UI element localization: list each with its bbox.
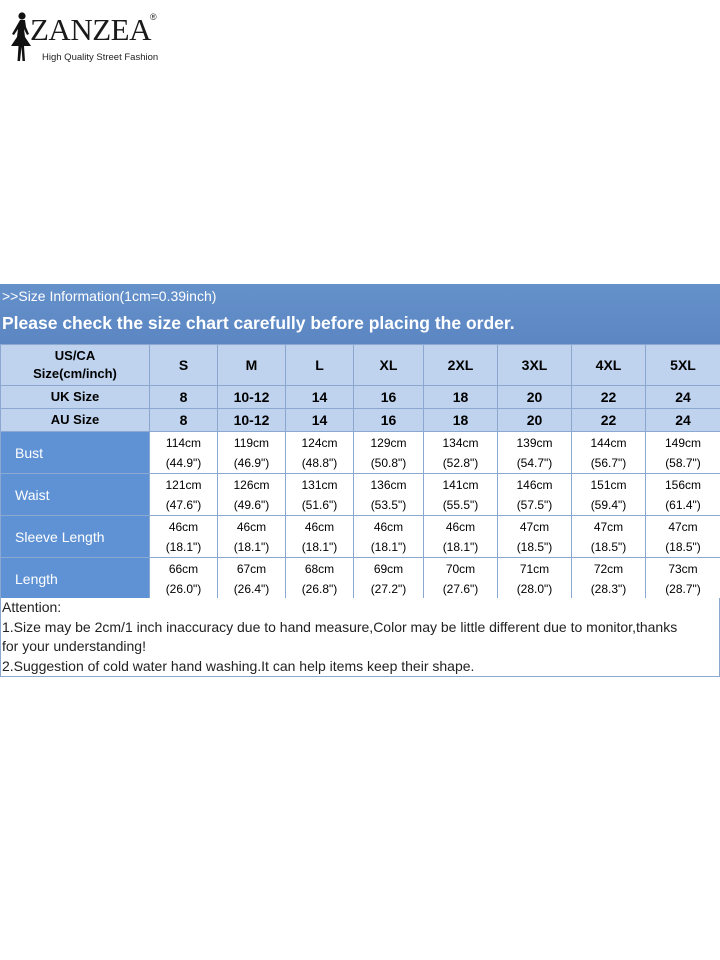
cm-value: 47cm <box>519 519 550 534</box>
cm-value: 131cm <box>301 477 338 492</box>
measurement-cell <box>498 558 572 600</box>
inch-value: (28.0") <box>516 581 553 596</box>
measurement-cell <box>286 558 354 600</box>
inch-value: (49.6") <box>233 497 270 512</box>
cm-value: 129cm <box>370 435 407 450</box>
us-size-cell: 3XL <box>498 345 572 386</box>
cm-value: 121cm <box>165 477 202 492</box>
measurement-cell <box>572 432 646 474</box>
measurement-cell <box>424 516 498 558</box>
uk-size-cell: 20 <box>498 386 572 409</box>
inch-value: (26.8") <box>301 581 338 596</box>
size-info-text: >>Size Information(1cm=0.39inch) <box>2 288 217 304</box>
cm-value: 47cm <box>668 519 698 534</box>
cm-value: 46cm <box>445 519 476 534</box>
uk-size-cell: 14 <box>286 386 354 409</box>
attention-note-1-cont: for your understanding! <box>2 638 146 654</box>
measurement-cell <box>354 558 424 600</box>
cm-value: 146cm <box>516 477 553 492</box>
measurement-cell <box>354 516 424 558</box>
inch-value: (54.7") <box>516 455 553 470</box>
uk-size-row <box>1 386 720 409</box>
inch-value: (26.0") <box>165 581 202 596</box>
us-size-cell: S <box>150 345 218 386</box>
measurement-cell <box>150 432 218 474</box>
cm-value: 47cm <box>593 519 624 534</box>
au-size-cell: 10-12 <box>218 409 286 432</box>
inch-value: (48.8") <box>301 455 338 470</box>
measurement-cell <box>150 558 218 600</box>
au-size-cell: 18 <box>424 409 498 432</box>
waist-row <box>1 474 720 516</box>
cm-value: 134cm <box>442 435 479 450</box>
inch-value: (18.1") <box>301 539 338 554</box>
length-row <box>1 558 720 600</box>
inch-value: (46.9") <box>233 455 270 470</box>
measurement-cell <box>498 474 572 516</box>
bust-label: Bust <box>1 432 150 474</box>
measurement-cell <box>646 516 720 558</box>
measurement-cell <box>424 558 498 600</box>
cm-value: 141cm <box>442 477 479 492</box>
inch-value: (18.1") <box>233 539 270 554</box>
cm-value: 46cm <box>373 519 404 534</box>
cm-value: 66cm <box>168 561 199 576</box>
inch-value: (55.5") <box>442 497 479 512</box>
measurement-cell <box>572 516 646 558</box>
cm-value: 46cm <box>236 519 267 534</box>
measurement-cell <box>572 474 646 516</box>
measurement-cell <box>286 516 354 558</box>
uk-size-label: UK Size <box>1 386 150 409</box>
measurement-cell <box>150 474 218 516</box>
us-size-cell: 2XL <box>424 345 498 386</box>
cm-value: 144cm <box>590 435 627 450</box>
brand-tagline: High Quality Street Fashion <box>42 52 159 63</box>
cm-value: 136cm <box>370 477 407 492</box>
cm-value: 149cm <box>664 435 702 450</box>
au-size-cell: 8 <box>150 409 218 432</box>
uk-size-cell: 16 <box>354 386 424 409</box>
inch-value: (18.1") <box>165 539 202 554</box>
brand-logo <box>8 10 158 62</box>
uk-size-cell: 8 <box>150 386 218 409</box>
inch-value: (27.2") <box>370 581 407 596</box>
cm-value: 72cm <box>593 561 624 576</box>
measurement-cell <box>646 558 720 600</box>
measurement-cell <box>354 474 424 516</box>
cm-value: 124cm <box>301 435 338 450</box>
inch-value: (51.6") <box>301 497 338 512</box>
cm-value: 114cm <box>165 435 202 450</box>
measurement-cell <box>286 432 354 474</box>
size-notice-text: Please check the size chart carefully before placing the order. <box>2 313 515 333</box>
uk-size-cell: 22 <box>572 386 646 409</box>
inch-value: (18.1") <box>442 539 479 554</box>
measurement-cell <box>218 516 286 558</box>
cm-value: 68cm <box>304 561 335 576</box>
inch-value: (27.6") <box>442 581 479 596</box>
cm-value: 73cm <box>668 561 698 576</box>
measurement-cell <box>646 474 720 516</box>
size-chart-header <box>0 284 720 344</box>
au-size-label: AU Size <box>1 409 150 432</box>
inch-value: (18.5") <box>590 539 627 554</box>
size-table <box>0 344 720 600</box>
measurement-cell <box>354 432 424 474</box>
inch-value: (28.7") <box>665 581 701 596</box>
measurement-cell <box>424 474 498 516</box>
brand-name: ZANZEA <box>30 12 151 47</box>
cm-value: 46cm <box>304 519 335 534</box>
inch-value: (44.9") <box>165 455 202 470</box>
measurement-cell <box>498 516 572 558</box>
inch-value: (18.5") <box>665 539 701 554</box>
measurement-cell <box>286 474 354 516</box>
inch-value: (53.5") <box>370 497 407 512</box>
waist-label: Waist <box>1 474 150 516</box>
measurement-cell <box>150 516 218 558</box>
cm-value: 69cm <box>373 561 404 576</box>
inch-value: (18.5") <box>516 539 553 554</box>
au-size-cell: 20 <box>498 409 572 432</box>
measurement-cell <box>424 432 498 474</box>
cm-value: 70cm <box>445 561 476 576</box>
inch-value: (26.4") <box>233 581 270 596</box>
uk-size-cell: 24 <box>646 386 720 409</box>
cm-value: 126cm <box>233 477 270 492</box>
cm-value: 67cm <box>236 561 267 576</box>
registered-mark: ® <box>150 12 157 22</box>
inch-value: (18.1") <box>370 539 407 554</box>
au-size-cell: 16 <box>354 409 424 432</box>
au-size-cell: 14 <box>286 409 354 432</box>
uk-size-cell: 18 <box>424 386 498 409</box>
attention-note-2: 2.Suggestion of cold water hand washing.It can help items keep their shape. <box>2 657 475 674</box>
cm-value: 71cm <box>519 561 550 576</box>
sleeve-length-label: Sleeve Length <box>1 516 150 558</box>
us-size-cell: M <box>218 345 286 386</box>
measurement-cell <box>218 474 286 516</box>
uk-size-cell: 10-12 <box>218 386 286 409</box>
us-size-label <box>1 345 150 386</box>
measurement-cell <box>572 558 646 600</box>
us-size-label-line2: Size(cm/inch) <box>33 366 117 381</box>
inch-value: (56.7") <box>590 455 627 470</box>
measurement-rows <box>1 432 720 600</box>
us-size-label-line1: US/CA <box>54 348 96 363</box>
length-label: Length <box>1 558 150 600</box>
cm-value: 119cm <box>233 435 270 450</box>
cm-value: 151cm <box>590 477 627 492</box>
sleeve-length-row <box>1 516 720 558</box>
inch-value: (28.3") <box>590 581 627 596</box>
us-size-cell: 5XL <box>646 345 720 386</box>
inch-value: (47.6") <box>165 497 202 512</box>
measurement-cell <box>498 432 572 474</box>
us-size-row <box>1 345 720 386</box>
inch-value: (61.4") <box>665 497 701 512</box>
inch-value: (50.8") <box>370 455 407 470</box>
measurement-cell <box>218 558 286 600</box>
size-chart <box>0 284 720 677</box>
us-size-cell: L <box>286 345 354 386</box>
au-size-row <box>1 409 720 432</box>
measurement-cell <box>646 432 720 474</box>
attention-note-1: 1.Size may be 2cm/1 inch inaccuracy due to hand measure,Color may be little different due to monitor,thanks <box>2 618 678 635</box>
attention-notes <box>0 598 720 677</box>
cm-value: 46cm <box>168 519 199 534</box>
bust-row <box>1 432 720 474</box>
us-size-cell: XL <box>354 345 424 386</box>
au-size-cell: 22 <box>572 409 646 432</box>
cm-value: 139cm <box>516 435 553 450</box>
inch-value: (59.4") <box>590 497 627 512</box>
measurement-cell <box>218 432 286 474</box>
cm-value: 156cm <box>664 477 702 492</box>
inch-value: (58.7") <box>665 455 701 470</box>
inch-value: (52.8") <box>442 455 479 470</box>
attention-title: Attention: <box>2 599 62 615</box>
us-size-cell: 4XL <box>572 345 646 386</box>
inch-value: (57.5") <box>516 497 553 512</box>
au-size-cell: 24 <box>646 409 720 432</box>
